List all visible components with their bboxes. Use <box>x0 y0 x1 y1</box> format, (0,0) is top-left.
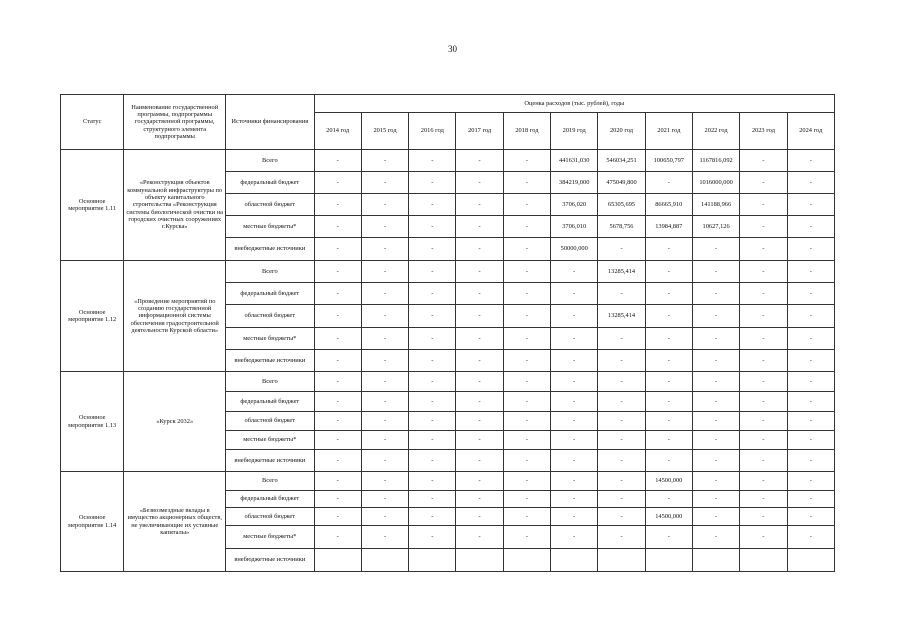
value-cell: - <box>740 431 787 450</box>
value-cell: - <box>598 472 645 491</box>
value-cell: - <box>787 350 834 372</box>
value-cell: - <box>503 450 550 472</box>
value-cell: - <box>361 150 408 172</box>
value-cell: - <box>503 412 550 431</box>
header-status: Статус <box>61 95 124 150</box>
table-body <box>61 150 835 572</box>
value-cell <box>787 549 834 572</box>
value-cell: - <box>314 328 361 350</box>
table-row <box>61 472 835 491</box>
funding-source-cell: Всего <box>226 150 315 172</box>
value-cell: - <box>787 328 834 350</box>
funding-source-cell: областной бюджет <box>226 412 315 431</box>
table-row <box>61 372 835 392</box>
value-cell: - <box>361 328 408 350</box>
value-cell: - <box>456 216 503 238</box>
value-cell: 475049,800 <box>598 172 645 194</box>
funding-source-cell: внебюджетные источники <box>226 238 315 261</box>
value-cell: - <box>409 283 456 305</box>
value-cell: - <box>645 172 692 194</box>
value-cell: - <box>409 412 456 431</box>
value-cell: - <box>314 491 361 508</box>
value-cell: - <box>314 261 361 283</box>
value-cell: - <box>740 450 787 472</box>
value-cell: - <box>456 238 503 261</box>
value-cell: - <box>314 431 361 450</box>
value-cell: - <box>456 372 503 392</box>
measure-name-cell: «Безвозмездные вклады в имущество акционерных обществ, не увеличивающие их уставные капиталы» <box>124 472 226 572</box>
value-cell: 13285,414 <box>598 261 645 283</box>
value-cell: - <box>551 526 598 549</box>
value-cell: - <box>740 412 787 431</box>
value-cell: - <box>503 472 550 491</box>
value-cell: - <box>787 194 834 216</box>
funding-source-cell: областной бюджет <box>226 508 315 526</box>
value-cell: - <box>456 150 503 172</box>
header-year: 2014 год <box>314 113 361 150</box>
value-cell: - <box>314 305 361 328</box>
value-cell: - <box>740 392 787 412</box>
value-cell: - <box>787 491 834 508</box>
value-cell: - <box>645 372 692 392</box>
value-cell: - <box>503 283 550 305</box>
value-cell: - <box>456 261 503 283</box>
value-cell: - <box>409 450 456 472</box>
value-cell: - <box>503 508 550 526</box>
measure-name-cell: «Проведение мероприятий по созданию государственной информационной системы обеспечения градостроительной деятельности Курской области» <box>124 261 226 372</box>
value-cell: - <box>551 392 598 412</box>
value-cell: - <box>409 172 456 194</box>
value-cell: - <box>551 305 598 328</box>
value-cell: - <box>361 450 408 472</box>
value-cell: - <box>787 431 834 450</box>
value-cell: - <box>314 172 361 194</box>
value-cell: - <box>456 328 503 350</box>
value-cell: - <box>361 491 408 508</box>
measure-name-cell: «Курск 2032» <box>124 372 226 472</box>
value-cell: - <box>409 238 456 261</box>
value-cell: - <box>598 508 645 526</box>
value-cell: 86665,910 <box>645 194 692 216</box>
value-cell: - <box>598 526 645 549</box>
value-cell: - <box>456 350 503 372</box>
value-cell: - <box>692 305 739 328</box>
value-cell: - <box>361 261 408 283</box>
value-cell: - <box>692 328 739 350</box>
value-cell: 141188,966 <box>692 194 739 216</box>
value-cell: - <box>409 350 456 372</box>
value-cell: - <box>551 283 598 305</box>
value-cell: - <box>314 238 361 261</box>
value-cell: - <box>692 412 739 431</box>
value-cell: - <box>503 150 550 172</box>
value-cell: - <box>361 283 408 305</box>
value-cell: - <box>503 238 550 261</box>
value-cell: - <box>740 472 787 491</box>
value-cell: - <box>314 472 361 491</box>
value-cell: - <box>787 261 834 283</box>
value-cell: - <box>551 372 598 392</box>
measure-name-cell: «Реконструкция объектов коммунальной инфраструктуры по объекту капитального строительства «Реконструкция системы биологической очистки на городских очистных сооружениях г.Курска» <box>124 150 226 261</box>
value-cell: - <box>787 450 834 472</box>
status-cell: Основное мероприятие 1.13 <box>61 372 124 472</box>
value-cell: - <box>551 472 598 491</box>
value-cell: - <box>503 261 550 283</box>
value-cell: - <box>314 283 361 305</box>
value-cell: - <box>645 305 692 328</box>
funding-source-cell: федеральный бюджет <box>226 283 315 305</box>
value-cell: - <box>456 472 503 491</box>
header-sources: Источники финансирования <box>226 95 315 150</box>
header-year: 2018 год <box>503 113 550 150</box>
value-cell: - <box>598 412 645 431</box>
value-cell: - <box>692 261 739 283</box>
value-cell: - <box>740 261 787 283</box>
value-cell: - <box>551 412 598 431</box>
header-year: 2019 год <box>551 113 598 150</box>
value-cell: - <box>361 194 408 216</box>
value-cell: - <box>692 526 739 549</box>
value-cell: - <box>456 491 503 508</box>
value-cell: - <box>692 392 739 412</box>
value-cell: - <box>361 508 408 526</box>
value-cell: - <box>598 328 645 350</box>
value-cell: - <box>740 238 787 261</box>
funding-source-cell: местные бюджеты* <box>226 216 315 238</box>
value-cell <box>598 549 645 572</box>
value-cell: 3706,020 <box>551 194 598 216</box>
value-cell: - <box>409 526 456 549</box>
status-cell: Основное мероприятие 1.11 <box>61 150 124 261</box>
value-cell: - <box>409 392 456 412</box>
header-year: 2023 год <box>740 113 787 150</box>
funding-source-cell: федеральный бюджет <box>226 392 315 412</box>
header-year: 2015 год <box>361 113 408 150</box>
funding-source-cell: внебюджетные источники <box>226 350 315 372</box>
status-cell: Основное мероприятие 1.14 <box>61 472 124 572</box>
value-cell: - <box>314 194 361 216</box>
value-cell: - <box>503 350 550 372</box>
value-cell: - <box>740 150 787 172</box>
value-cell: - <box>361 431 408 450</box>
value-cell: - <box>503 491 550 508</box>
value-cell: - <box>740 328 787 350</box>
value-cell: 384219,000 <box>551 172 598 194</box>
value-cell: 10627,126 <box>692 216 739 238</box>
value-cell: - <box>551 491 598 508</box>
value-cell: - <box>598 392 645 412</box>
value-cell: - <box>361 305 408 328</box>
value-cell: - <box>740 508 787 526</box>
value-cell: - <box>787 392 834 412</box>
value-cell <box>409 549 456 572</box>
value-cell: - <box>361 350 408 372</box>
value-cell: - <box>645 283 692 305</box>
value-cell: - <box>692 283 739 305</box>
funding-source-cell: Всего <box>226 261 315 283</box>
value-cell: - <box>740 283 787 305</box>
value-cell: - <box>361 372 408 392</box>
value-cell: - <box>409 261 456 283</box>
value-cell <box>361 549 408 572</box>
value-cell: - <box>314 526 361 549</box>
value-cell: - <box>645 261 692 283</box>
value-cell: - <box>456 283 503 305</box>
value-cell: - <box>409 372 456 392</box>
value-cell: - <box>551 450 598 472</box>
value-cell: - <box>787 412 834 431</box>
value-cell: - <box>787 172 834 194</box>
value-cell: - <box>551 508 598 526</box>
value-cell: - <box>740 350 787 372</box>
value-cell: - <box>503 392 550 412</box>
value-cell <box>740 549 787 572</box>
value-cell: 1167816,092 <box>692 150 739 172</box>
value-cell: - <box>314 150 361 172</box>
value-cell: - <box>692 431 739 450</box>
value-cell: 441631,030 <box>551 150 598 172</box>
value-cell: - <box>645 328 692 350</box>
value-cell <box>456 549 503 572</box>
value-cell: - <box>692 508 739 526</box>
value-cell: - <box>409 150 456 172</box>
value-cell <box>503 549 550 572</box>
page-number: 30 <box>448 44 457 54</box>
value-cell: - <box>503 172 550 194</box>
value-cell: - <box>740 491 787 508</box>
value-cell: 3706,010 <box>551 216 598 238</box>
value-cell <box>692 549 739 572</box>
value-cell: - <box>551 431 598 450</box>
value-cell: - <box>787 283 834 305</box>
status-cell: Основное мероприятие 1.12 <box>61 261 124 372</box>
value-cell: - <box>456 431 503 450</box>
value-cell: - <box>692 491 739 508</box>
value-cell: - <box>361 238 408 261</box>
value-cell: - <box>314 350 361 372</box>
funding-source-cell: местные бюджеты* <box>226 526 315 549</box>
value-cell: - <box>692 372 739 392</box>
value-cell: - <box>645 431 692 450</box>
value-cell: - <box>503 526 550 549</box>
value-cell: - <box>740 172 787 194</box>
value-cell: - <box>787 216 834 238</box>
value-cell <box>551 549 598 572</box>
value-cell: - <box>740 305 787 328</box>
value-cell: - <box>314 450 361 472</box>
value-cell: 14500,000 <box>645 472 692 491</box>
value-cell: - <box>787 305 834 328</box>
header-year: 2016 год <box>409 113 456 150</box>
value-cell: - <box>598 450 645 472</box>
value-cell: - <box>787 372 834 392</box>
value-cell: - <box>503 194 550 216</box>
value-cell: - <box>314 216 361 238</box>
value-cell: - <box>598 350 645 372</box>
header-name: Наименование государственной программы, подпрограммы государственной программы, структурного элемента подпрограммы <box>124 95 226 150</box>
value-cell: - <box>456 526 503 549</box>
value-cell: - <box>787 508 834 526</box>
value-cell: - <box>409 508 456 526</box>
value-cell: - <box>645 412 692 431</box>
value-cell: - <box>787 526 834 549</box>
funding-source-cell: местные бюджеты* <box>226 328 315 350</box>
header-estimate: Оценка расходов (тыс. рублей), годы <box>314 95 834 113</box>
value-cell <box>314 549 361 572</box>
value-cell: - <box>645 238 692 261</box>
value-cell: - <box>598 431 645 450</box>
value-cell: 546034,251 <box>598 150 645 172</box>
value-cell: - <box>598 238 645 261</box>
funding-source-cell: федеральный бюджет <box>226 491 315 508</box>
table-row <box>61 261 835 283</box>
value-cell: - <box>361 472 408 491</box>
value-cell: - <box>787 472 834 491</box>
value-cell: - <box>598 491 645 508</box>
value-cell: 65305,695 <box>598 194 645 216</box>
value-cell: - <box>456 450 503 472</box>
value-cell: 100650,797 <box>645 150 692 172</box>
value-cell: 13984,887 <box>645 216 692 238</box>
value-cell: - <box>551 328 598 350</box>
value-cell: - <box>740 194 787 216</box>
value-cell: - <box>645 350 692 372</box>
value-cell: - <box>409 431 456 450</box>
value-cell: - <box>314 392 361 412</box>
value-cell: - <box>456 194 503 216</box>
value-cell: - <box>314 372 361 392</box>
value-cell: - <box>456 172 503 194</box>
value-cell: - <box>409 491 456 508</box>
funding-source-cell: областной бюджет <box>226 305 315 328</box>
value-cell: - <box>361 526 408 549</box>
value-cell: - <box>409 305 456 328</box>
value-cell: - <box>740 372 787 392</box>
value-cell: - <box>503 431 550 450</box>
value-cell: 50000,000 <box>551 238 598 261</box>
value-cell: - <box>503 328 550 350</box>
value-cell: - <box>456 412 503 431</box>
value-cell: - <box>503 372 550 392</box>
value-cell: - <box>361 216 408 238</box>
value-cell: - <box>692 472 739 491</box>
value-cell: - <box>740 526 787 549</box>
value-cell: - <box>692 238 739 261</box>
value-cell: - <box>740 216 787 238</box>
value-cell: - <box>692 450 739 472</box>
value-cell: - <box>503 216 550 238</box>
funding-source-cell: Всего <box>226 372 315 392</box>
value-cell: - <box>787 238 834 261</box>
header-year: 2022 год <box>692 113 739 150</box>
value-cell: - <box>409 216 456 238</box>
value-cell: - <box>456 508 503 526</box>
value-cell: - <box>456 305 503 328</box>
table-row <box>61 150 835 172</box>
header-year: 2021 год <box>645 113 692 150</box>
value-cell: - <box>456 392 503 412</box>
value-cell: - <box>409 472 456 491</box>
value-cell: - <box>787 150 834 172</box>
expenses-table <box>60 94 835 572</box>
value-cell: - <box>598 283 645 305</box>
value-cell: - <box>551 261 598 283</box>
value-cell: 5678,756 <box>598 216 645 238</box>
value-cell: - <box>645 526 692 549</box>
funding-source-cell: Всего <box>226 472 315 491</box>
value-cell: - <box>645 392 692 412</box>
value-cell: 14500,000 <box>645 508 692 526</box>
value-cell: - <box>503 305 550 328</box>
value-cell: - <box>598 372 645 392</box>
value-cell: - <box>314 412 361 431</box>
value-cell: - <box>645 450 692 472</box>
value-cell: 13285,414 <box>598 305 645 328</box>
funding-source-cell: федеральный бюджет <box>226 172 315 194</box>
header-year: 2017 год <box>456 113 503 150</box>
value-cell: 1016000,000 <box>692 172 739 194</box>
funding-source-cell: областной бюджет <box>226 194 315 216</box>
header-year: 2024 год <box>787 113 834 150</box>
header-year: 2020 год <box>598 113 645 150</box>
value-cell: - <box>409 194 456 216</box>
value-cell: - <box>361 392 408 412</box>
value-cell: - <box>361 412 408 431</box>
value-cell: - <box>314 508 361 526</box>
value-cell <box>645 549 692 572</box>
funding-source-cell: внебюджетные источники <box>226 450 315 472</box>
value-cell: - <box>645 491 692 508</box>
value-cell: - <box>361 172 408 194</box>
funding-source-cell: внебюджетные источники <box>226 549 315 572</box>
value-cell: - <box>409 328 456 350</box>
value-cell: - <box>551 350 598 372</box>
funding-source-cell: местные бюджеты* <box>226 431 315 450</box>
value-cell: - <box>692 350 739 372</box>
